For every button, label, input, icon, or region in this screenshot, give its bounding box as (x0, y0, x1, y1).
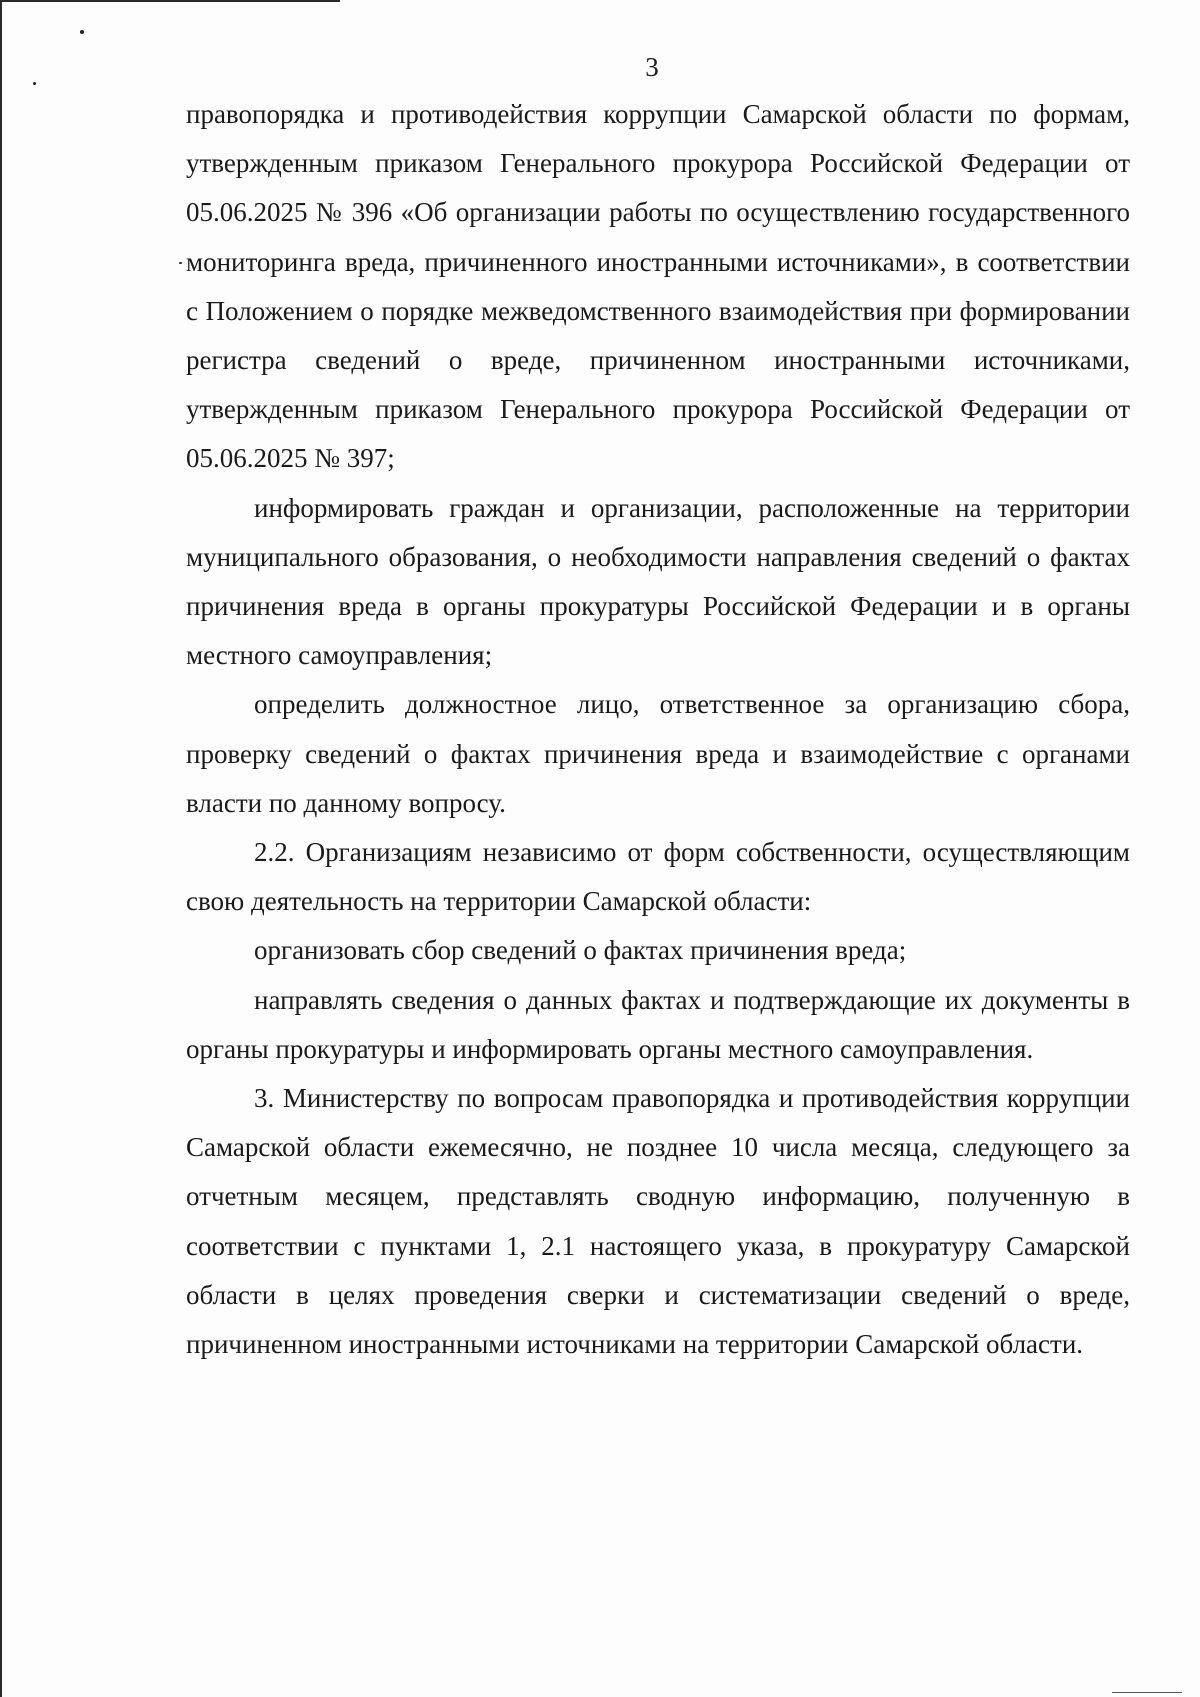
paragraph: направлять сведения о данных фактах и подтверждающие их документы в органы прокуратуры и информировать органы местного самоуправления. (186, 984, 1130, 1064)
paragraph: организовать сбор сведений о фактах причинения вреда; (254, 935, 907, 966)
paragraph: определить должностное лицо, ответственное за организацию сбора, проверку сведений о фактах причинения вреда и взаимодействие с органами власти по данному вопросу. (186, 689, 1130, 818)
scan-edge-left (0, 0, 2, 1697)
scan-speck (179, 262, 182, 264)
paragraph: информировать граждан и организации, расположенные на территории муниципального образования, о необходимости направления сведений о фактах причинения вреда в органы прокуратуры Российской Федерации и в органы местного самоуправления; (186, 492, 1130, 671)
paragraph: 3. Министерству по вопросам правопорядка и противодействия коррупции Самарской области ежемесячно, не позднее 10 числа месяца, следующего за отчетным месяцем, представлять сводную информацию, полученную в соответствии с пунктами 1, 2.1 настоящего указа, в прокуратуру Самарской области в целях проведения сверки и систематизации сведений о вреде, причиненном иностранными источниками на территории Самарской области. (186, 1083, 1130, 1360)
paragraph: 2.2. Организациям независимо от форм собственности, осуществляющим свою деятельность на территории Самарской области: (186, 837, 1130, 917)
paragraph: правопорядка и противодействия коррупции Самарской области по формам, утвержденным приказом Генерального прокурора Российской Федерации от 05.06.2025 № 396 «Об организации работы по осуществлению государственного мониторинга вреда, причиненного иностранными источниками», в соответствии с Положением о порядке межведомственного взаимодействия при формировании регистра сведений о вреде, причиненном иностранными источниками, утвержденным приказом Генерального прокурора Российской Федерации от 05.06.2025 № 397; (186, 99, 1130, 474)
document-body (186, 90, 1130, 1369)
scan-edge-top (0, 0, 340, 2)
page-number: 3 (645, 52, 659, 82)
scan-edge-bottom (1112, 1692, 1182, 1693)
scan-speck (80, 30, 84, 34)
